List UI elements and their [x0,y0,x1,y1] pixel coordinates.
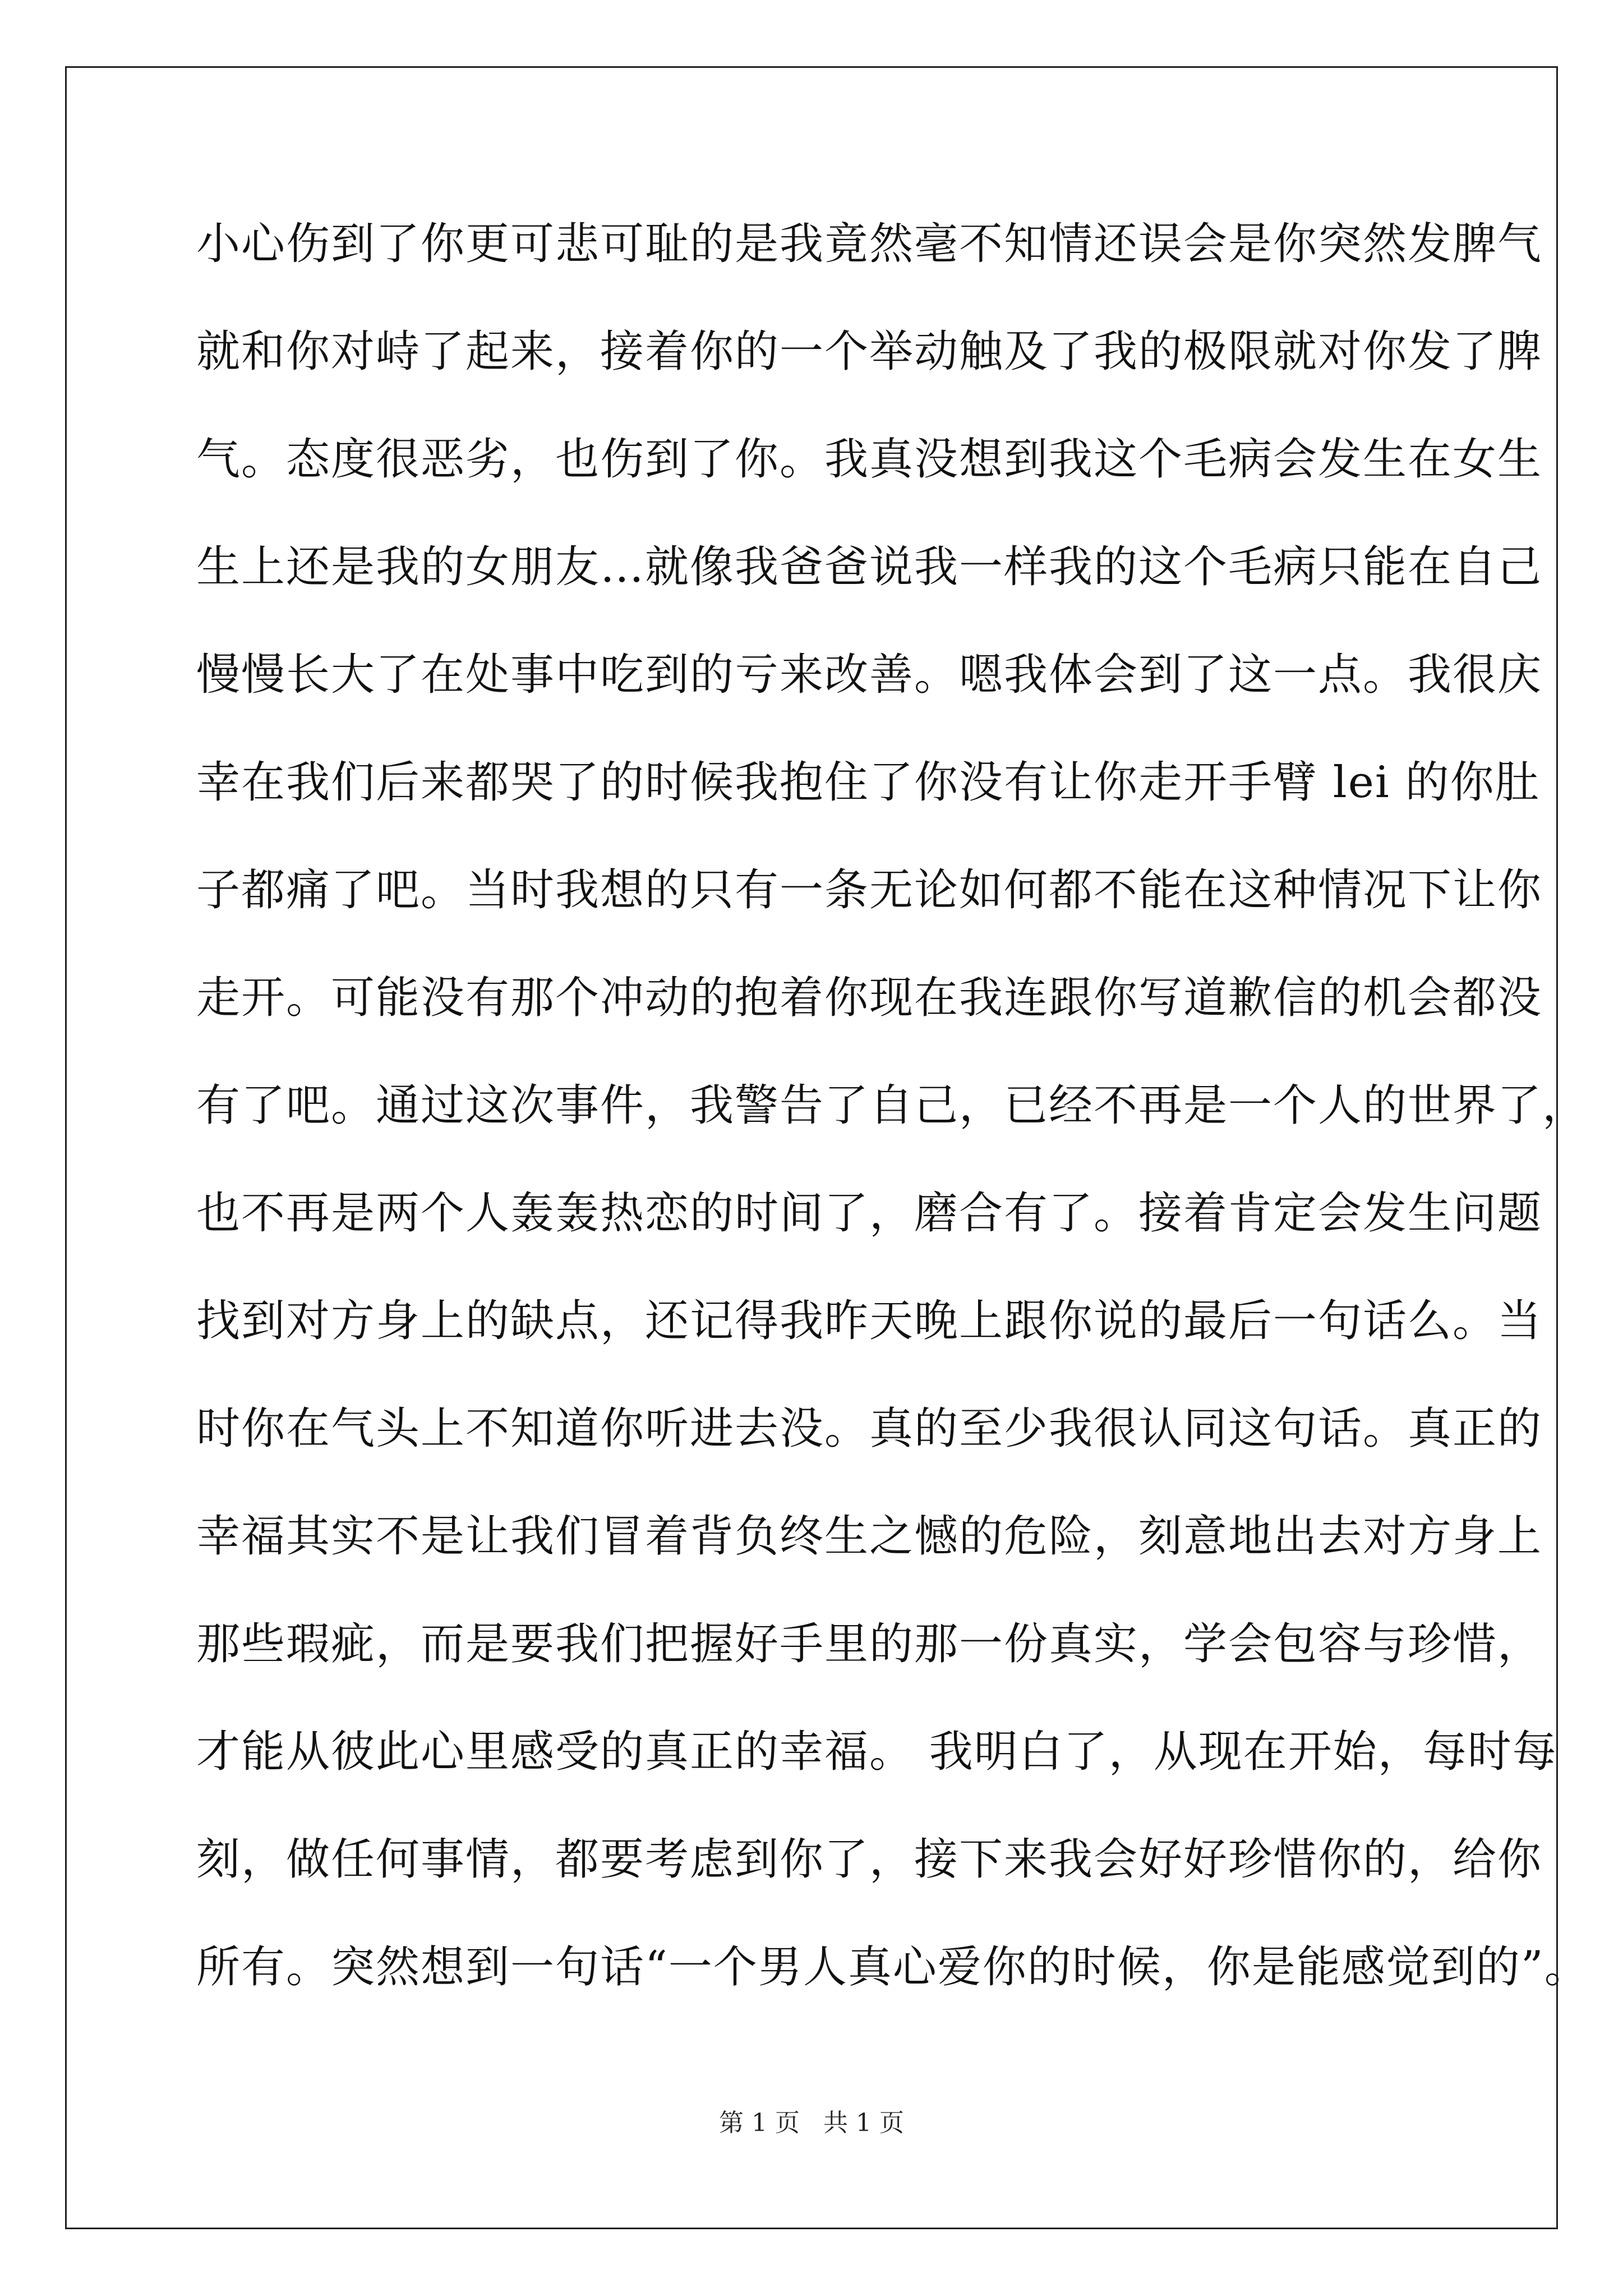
text-line: 生上还是我的女朋友…就像我爸爸说我一样我的这个毛病只能在自己 [196,542,1543,592]
text-line: 时你在气头上不知道你听进去没。真的至少我很认同这句话。真正的 [196,1404,1543,1454]
text-line: 幸在我们后来都哭了的时候我抱住了你没有让你走开手臂 lei 的你肚 [196,757,1540,808]
text-line: 小心伤到了你更可悲可耻的是我竟然毫不知情还误会是你突然发脾气 [196,219,1543,269]
text-line: 气。态度很恶劣，也伤到了你。我真没想到我这个毛病会发生在女生 [196,434,1543,485]
text-line: 就和你对峙了起来，接着你的一个举动触及了我的极限就对你发了脾 [196,326,1543,377]
text-line: 有了吧。通过这次事件，我警告了自己，已经不再是一个人的世界了， [196,1080,1588,1131]
text-line: 找到对方身上的缺点，还记得我昨天晚上跟你说的最后一句话么。当 [196,1296,1543,1346]
page-number-footer: 第 1 页 共 1 页 [719,2109,904,2137]
text-line: 刻，做任何事情，都要考虑到你了，接下来我会好好珍惜你的，给你 [196,1834,1543,1885]
text-line: 走开。可能没有那个冲动的抱着你现在我连跟你写道歉信的机会都没 [196,973,1543,1023]
text-line: 幸福其实不是让我们冒着背负终生之憾的危险，刻意地出去对方身上 [196,1511,1543,1562]
text-line: 也不再是两个人轰轰热恋的时间了，磨合有了。接着肯定会发生问题 [196,1188,1543,1239]
text-line: 才能从彼此心里感受的真正的幸福。 我明白了，从现在开始，每时每 [196,1727,1557,1777]
text-line: 那些瑕疵，而是要我们把握好手里的那一份真实，学会包容与珍惜， [196,1619,1543,1669]
text-line: 子都痛了吧。当时我想的只有一条无论如何都不能在这种情况下让你 [196,865,1543,915]
text-line: 慢慢长大了在处事中吃到的亏来改善。嗯我体会到了这一点。我很庆 [196,650,1543,700]
document-body [196,208,1589,2039]
text-line: 所有。突然想到一句话“一个男人真心爱你的时候，你是能感觉到的”。 [196,1942,1589,1993]
